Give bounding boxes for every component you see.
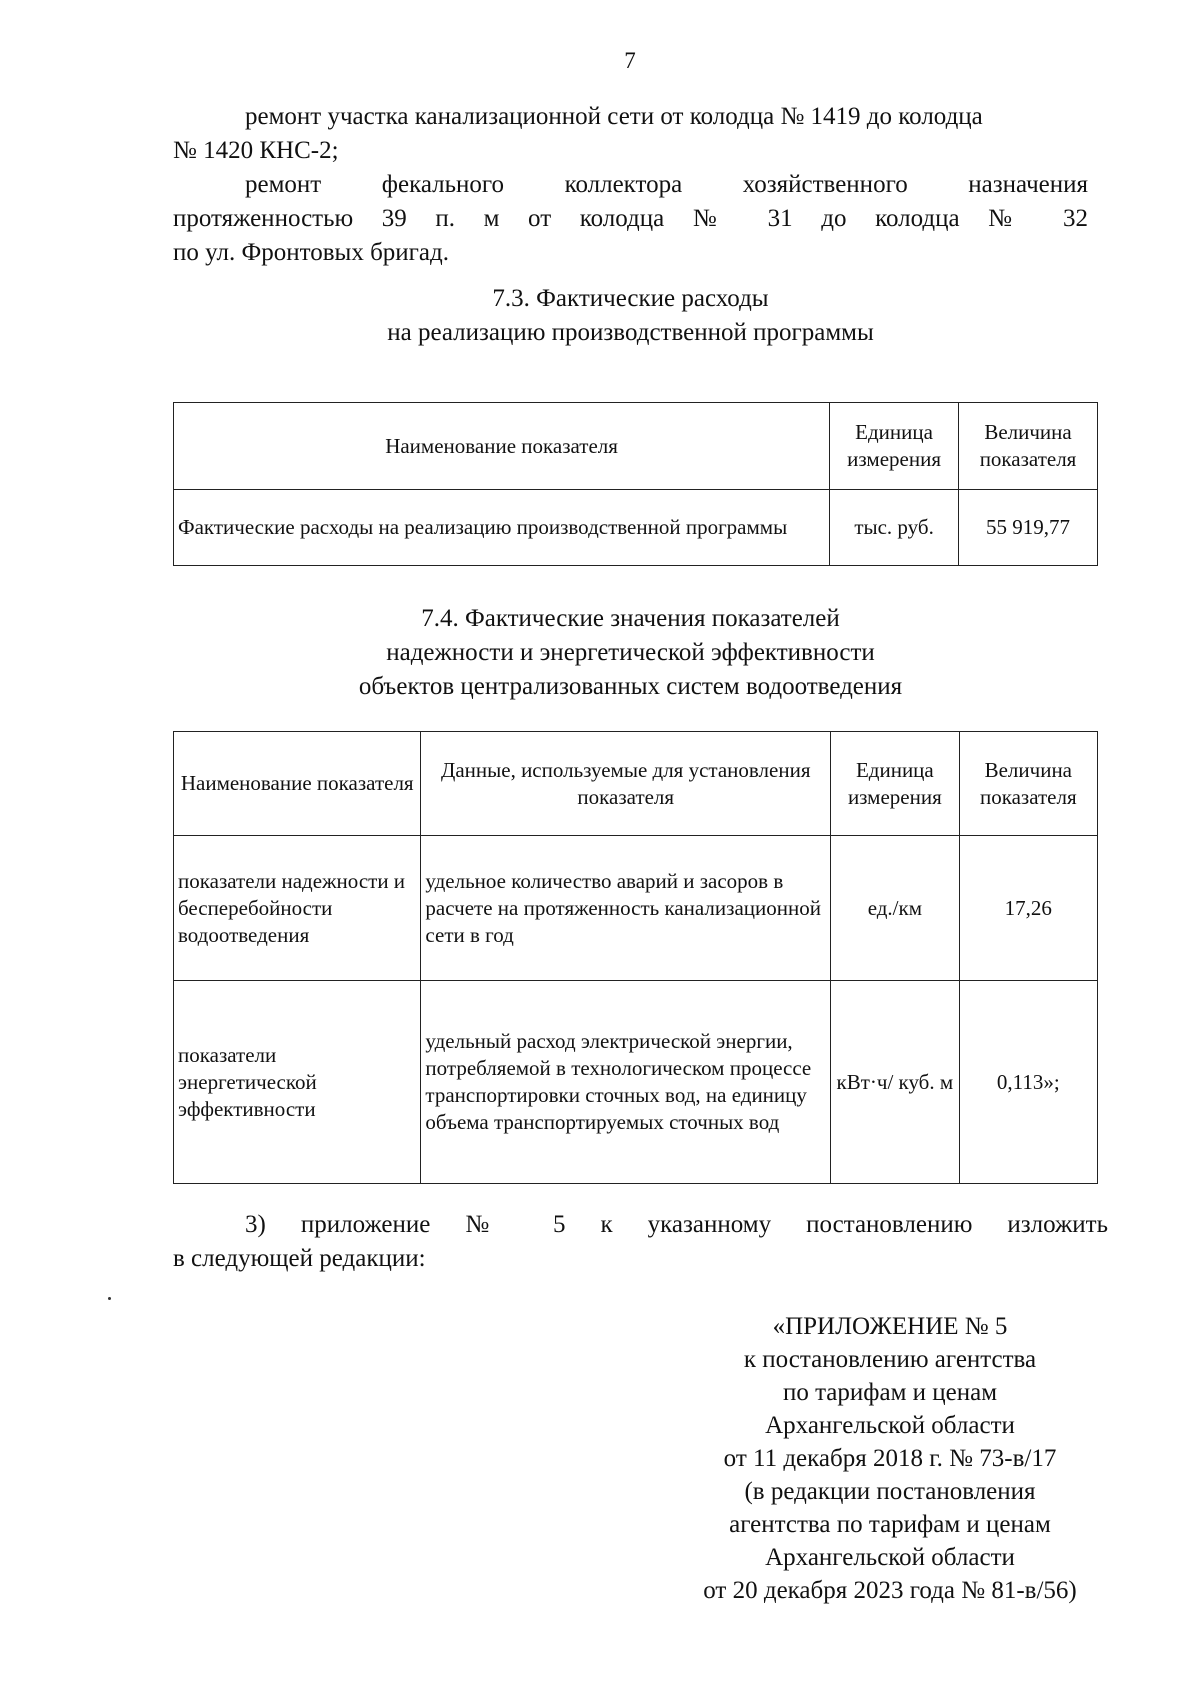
- cell-data: удельное количество аварий и засоров в расчете на протяженность канализационной сети в год: [421, 836, 831, 981]
- header-value: Величина показателя: [959, 403, 1098, 490]
- heading-line: 7.3. Фактические расходы: [492, 285, 769, 312]
- table-row: [174, 981, 1098, 1184]
- heading-line: объектов централизованных систем водоотведения: [358, 673, 903, 700]
- paragraph-line: 3) приложение № 5 к указанному постановлению изложить: [245, 1211, 1108, 1238]
- paragraph-line: ремонт участка канализационной сети от колодца № 1419 до колодца: [245, 103, 983, 130]
- table-row: [174, 836, 1098, 981]
- cell-unit: кВт·ч/ куб. м: [831, 981, 960, 1184]
- cell-value: 55 919,77: [959, 490, 1098, 566]
- cell-value: 0,113»;: [959, 981, 1097, 1184]
- header-value: Величина показателя: [959, 732, 1097, 836]
- annex-line: агентства по тарифам и ценам: [729, 1511, 1051, 1538]
- paragraph-line: по ул. Фронтовых бригад.: [173, 239, 450, 266]
- annex-line: Архангельской области: [765, 1544, 1015, 1571]
- paragraph-line: протяженностью 39 п. м от колодца № 31 до колодца № 32: [173, 205, 1088, 232]
- heading-line: 7.4. Фактические значения показателей: [421, 605, 840, 632]
- paragraph-line: в следующей редакции:: [173, 1245, 426, 1272]
- cell-data: удельный расход электрической энергии, потребляемой в технологическом процессе транспортировки сточных вод, на единицу объема транспортируемых сточных вод: [421, 981, 831, 1184]
- paragraph-repair-collector: [173, 168, 1088, 270]
- annex-line: (в редакции постановления: [744, 1478, 1036, 1505]
- scan-speck: [108, 1297, 111, 1300]
- annex-line: по тарифам и ценам: [782, 1379, 998, 1406]
- paragraph-line: ремонт фекального коллектора хозяйственного назначения: [245, 171, 1088, 198]
- paragraph-annex-intro: [173, 1208, 1108, 1276]
- table-reliability-indicators: [173, 731, 1098, 1184]
- page-number: 7: [624, 48, 636, 73]
- header-data: Данные, используемые для установления показателя: [421, 732, 831, 836]
- cell-name: Фактические расходы на реализацию производственной программы: [174, 490, 830, 566]
- header-unit: Единица измерения: [831, 732, 960, 836]
- cell-unit: ед./км: [831, 836, 960, 981]
- annex-line: от 20 декабря 2023 года № 81-в/56): [703, 1577, 1077, 1604]
- cell-value: 17,26: [959, 836, 1097, 981]
- table-row: [174, 490, 1098, 566]
- header-name: Наименование показателя: [174, 403, 830, 490]
- cell-unit: тыс. руб.: [830, 490, 959, 566]
- annex-line: к постановлению агентства: [743, 1346, 1037, 1373]
- header-unit: Единица измерения: [830, 403, 959, 490]
- heading-line: надежности и энергетической эффективности: [386, 639, 875, 666]
- annex-line: от 11 декабря 2018 г. № 73-в/17: [723, 1445, 1057, 1472]
- header-name: Наименование показателя: [174, 732, 421, 836]
- cell-name: показатели надежности и бесперебойности водоотведения: [174, 836, 421, 981]
- table-actual-expenses: [173, 402, 1098, 566]
- paragraph-repair-sewer: [173, 100, 1088, 168]
- section-7-3-title: [173, 282, 1088, 350]
- heading-line: на реализацию производственной программы: [387, 319, 874, 346]
- paragraph-line: № 1420 КНС-2;: [173, 137, 339, 164]
- section-7-4-title: [173, 602, 1088, 704]
- annex-line: «ПРИЛОЖЕНИЕ № 5: [772, 1313, 1008, 1340]
- annex-header-block: [660, 1310, 1120, 1607]
- annex-line: Архангельской области: [765, 1412, 1015, 1439]
- cell-name: показатели энергетической эффективности: [174, 981, 421, 1184]
